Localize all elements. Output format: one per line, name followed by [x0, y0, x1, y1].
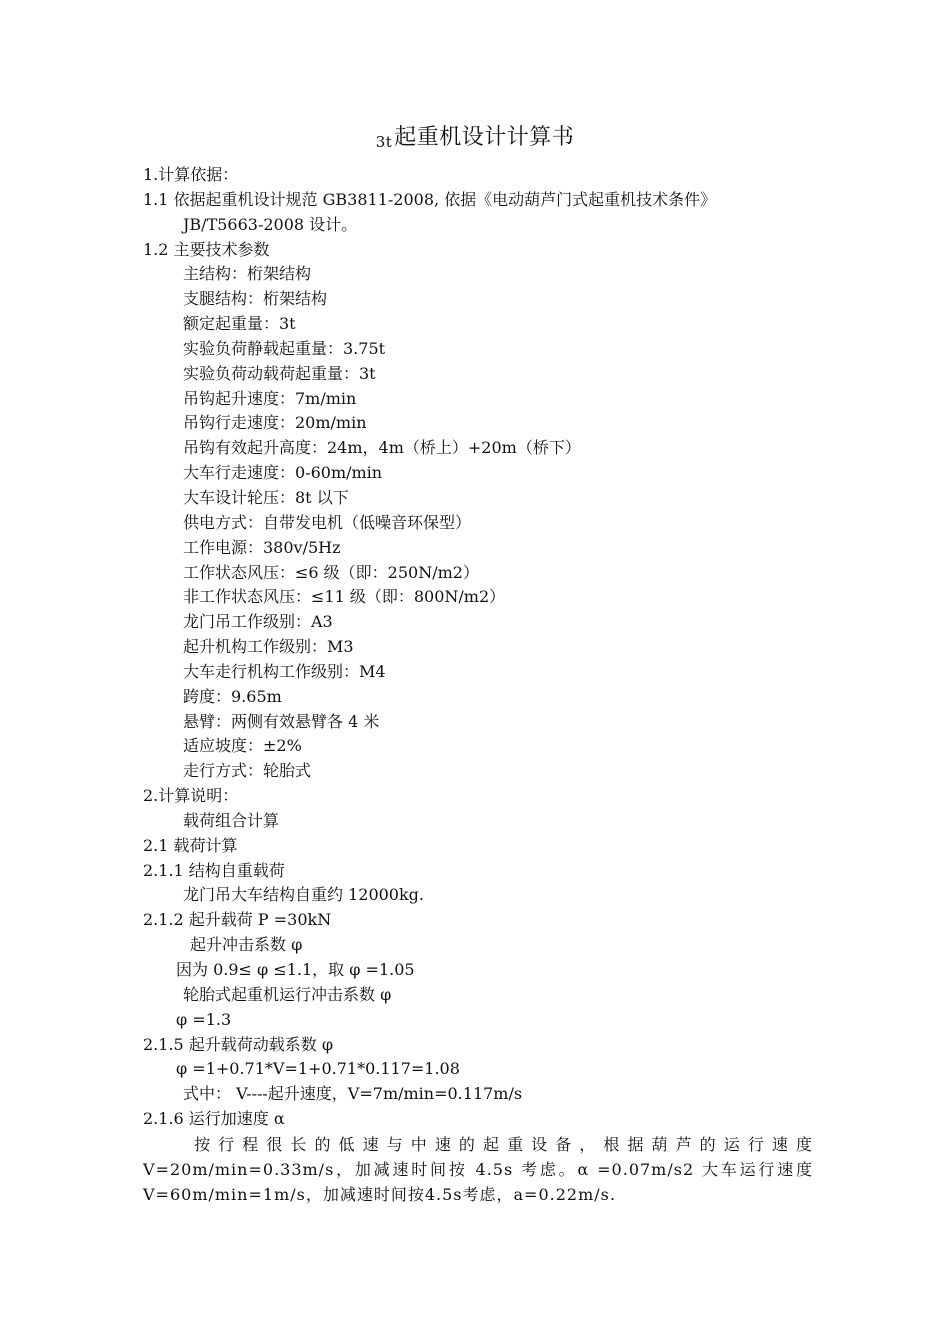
- text-line: 2.1.5 起升载荷动载系数 φ: [143, 1034, 334, 1054]
- text-line: 吊钩起升速度：7m/min: [183, 388, 357, 408]
- text-line: φ =1.3: [176, 1009, 232, 1029]
- text-line: 跨度：9.65m: [183, 686, 282, 706]
- text-line: φ =1+0.71*V=1+0.71*0.117=1.08: [176, 1059, 460, 1079]
- text-line: 1.计算依据：: [143, 165, 239, 184]
- text-line: 2.1.2 起升载荷 P =30kN: [143, 910, 332, 930]
- title-prefix: 3t: [375, 133, 393, 151]
- text-line: 非工作状态风压：≤11 级（即：800N/m2）: [183, 587, 506, 607]
- text-line: 载荷组合计算: [183, 810, 280, 830]
- text-line: 实验负荷动载荷起重量：3t: [183, 363, 376, 383]
- text-line: 主结构：桁架结构: [183, 264, 312, 284]
- line-list: [143, 163, 813, 1132]
- paragraph: [143, 1132, 813, 1207]
- title-text: 起重机设计计算书: [394, 125, 575, 150]
- text-line: 吊钩行走速度：20m/min: [183, 413, 367, 433]
- paragraph-text: 按行程很长的低速与中速的起重设备，根据葫芦的运行速度V=20m/min=0.33m/s，加减速时间按 4.5s 考虑。α =0.07m/s2 大车运行速度V=60m/min=1m/s，加减速时间按4.5s考虑，a=0.22m/s.: [143, 1134, 813, 1204]
- text-line: 2.1.6 运行加速度 α: [143, 1109, 285, 1129]
- text-line: 适应坡度：±2%: [183, 736, 302, 756]
- text-line: 走行方式：轮胎式: [183, 761, 312, 781]
- text-line: 龙门吊工作级别：A3: [183, 612, 333, 632]
- text-line: 供电方式：自带发电机（低噪音环保型）: [183, 512, 472, 532]
- text-line: 1.2 主要技术参数: [143, 239, 270, 259]
- text-line: 因为 0.9≤ φ ≤1.1，取 φ =1.05: [176, 960, 415, 979]
- text-line: 轮胎式起重机运行冲击系数 φ: [183, 984, 392, 1004]
- text-line: 2.1.1 结构自重载荷: [143, 860, 285, 880]
- text-line: 悬臂：两侧有效悬臂各 4 米: [183, 711, 380, 731]
- text-line: 支腿结构：桁架结构: [183, 289, 328, 309]
- text-line: 工作电源：380v/5Hz: [183, 537, 341, 557]
- text-line: 大车行走速度：0-60m/min: [183, 463, 383, 483]
- text-line: JB/T5663-2008 设计。: [183, 214, 358, 234]
- text-line: 大车走行机构工作级别：M4: [183, 661, 386, 681]
- text-line: 工作状态风压：≤6 级（即：250N/m2）: [183, 562, 479, 582]
- text-line: 实验负荷静载起重量：3.75t: [183, 338, 386, 358]
- text-line: 起升机构工作级别：M3: [183, 637, 354, 657]
- text-line: 1.1 依据起重机设计规范 GB3811-2008, 依据《电动葫芦门式起重机技术条件》: [143, 189, 717, 209]
- text-line: 2.1 载荷计算: [143, 835, 238, 855]
- text-line: 额定起重量：3t: [183, 314, 296, 334]
- text-line: 龙门吊大车结构自重约 12000kg.: [183, 885, 425, 905]
- text-line: 2.计算说明：: [143, 786, 239, 806]
- document-title: [0, 120, 950, 151]
- document-body: [143, 163, 813, 1207]
- text-line: 吊钩有效起升高度：24m，4m（桥上）+20m（桥下）: [183, 438, 581, 458]
- text-line: 大车设计轮压：8t 以下: [183, 487, 349, 507]
- text-line: 起升冲击系数 φ: [190, 935, 303, 955]
- text-line: 式中： V----起升速度，V=7m/min=0.117m/s: [183, 1084, 523, 1104]
